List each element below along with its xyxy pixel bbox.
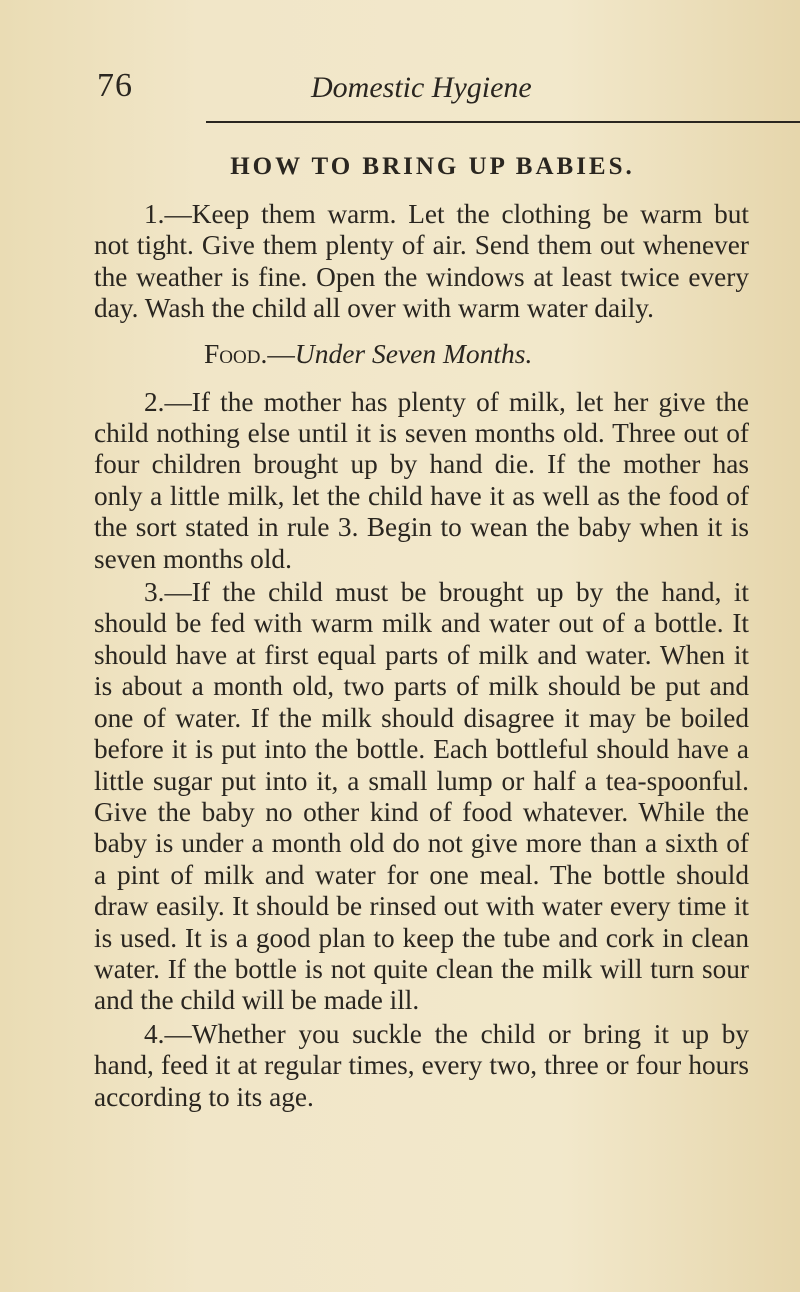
rule-4-paragraph: 4.—Whether you suckle the child or bring it up by hand, feed it at regular times, every two, three or four hours according to its age.	[94, 1018, 749, 1112]
page-number: 76	[97, 67, 133, 104]
header-rule	[206, 121, 800, 123]
rule-1-paragraph: 1.—Keep them warm. Let the clothing be warm but not tight. Give them plenty of air. Send them out whenever the weather is fine. Open the windows at least twice every day. Wash the child all over with warm water daily.	[94, 199, 749, 324]
subheading	[94, 335, 749, 373]
subheading-title: Under Seven Months.	[294, 337, 533, 369]
subheading-label: Food.	[204, 337, 268, 369]
page-body	[94, 148, 749, 1113]
subheading-dash: —	[267, 337, 295, 369]
rule-3-paragraph: 3.—If the child must be brought up by the hand, it should be fed with warm milk and water out of a bottle. It should have at first equal parts of milk and water. When it is about a month old, two parts of milk should be put and one of water. If the milk should disagree it may be boiled before it is put into the bottle. Each bottleful should have a little sugar put into it, a small lump or half a tea-spoonful. Give the baby no other kind of food whatever. While the baby is under a month old do not give more than a sixth of a pint of milk and water for one meal. The bottle should draw easily. It should be rinsed out with water every time it is used. It is a good plan to keep the tube and cork in clean water. If the bottle is not quite clean the milk will turn sour and the child will be made ill.	[94, 577, 749, 1016]
section-title: HOW TO BRING UP BABIES.	[230, 153, 635, 180]
rule-2-paragraph: 2.—If the mother has plenty of milk, let her give the child nothing else until it is seven months old. Three out of four children brought up by hand die. If the mother has only a little milk, let the child have it as well as the food of the sort stated in rule 3. Begin to wean the baby when it is seven months old.	[94, 386, 749, 574]
running-head: Domestic Hygiene	[311, 71, 532, 104]
page-header	[0, 66, 800, 136]
